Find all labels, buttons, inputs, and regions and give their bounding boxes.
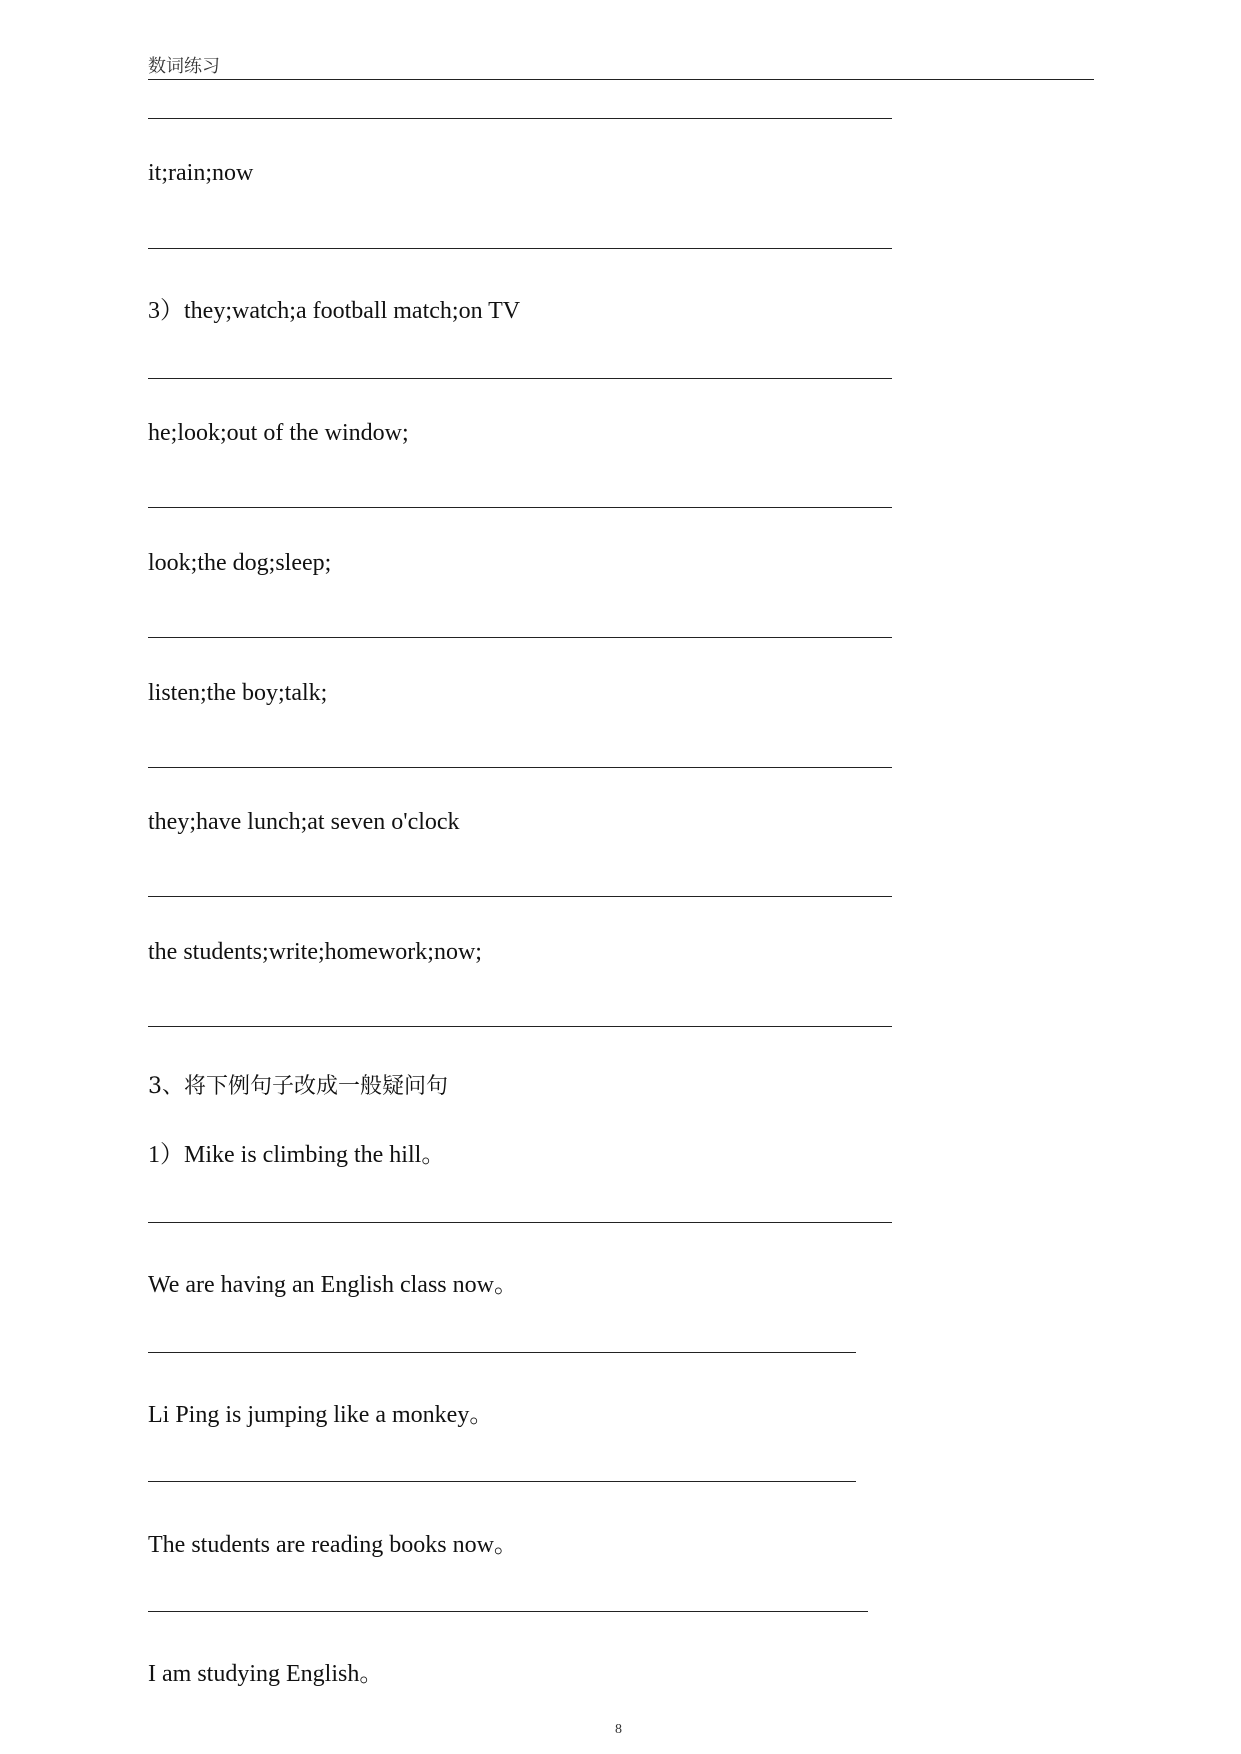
page-number: 8 [615,1722,622,1737]
exercise-prompt: We are having an English class now。 [148,1272,518,1298]
exercise-prompt: look;the dog;sleep; [148,550,332,576]
exercise-prompt: The students are reading books now。 [148,1532,518,1558]
exercise-prompt: he;look;out of the window; [148,420,409,446]
answer-line [148,1611,868,1612]
section-heading: 3、将下例句子改成一般疑问句 [148,1074,448,1099]
answer-line [148,1481,856,1482]
answer-line [148,1026,892,1027]
answer-line [148,118,892,119]
exercise-prompt: 3）they;watch;a football match;on TV [148,298,521,324]
exercise-prompt: listen;the boy;talk; [148,680,328,706]
answer-line [148,507,892,508]
answer-line [148,248,892,249]
exercise-prompt: they;have lunch;at seven o'clock [148,809,460,835]
exercise-prompt: 1）Mike is climbing the hill。 [148,1142,446,1168]
exercise-prompt: it;rain;now [148,160,254,186]
answer-line [148,1352,856,1353]
answer-line [148,896,892,897]
answer-line [148,637,892,638]
exercise-prompt: Li Ping is jumping like a monkey。 [148,1402,494,1428]
answer-line [148,378,892,379]
answer-line [148,767,892,768]
answer-line [148,1222,892,1223]
header-rule [148,79,1094,80]
exercise-prompt: the students;write;homework;now; [148,939,482,965]
exercise-prompt: I am studying English。 [148,1661,384,1687]
header-title: 数词练习 [148,56,220,77]
